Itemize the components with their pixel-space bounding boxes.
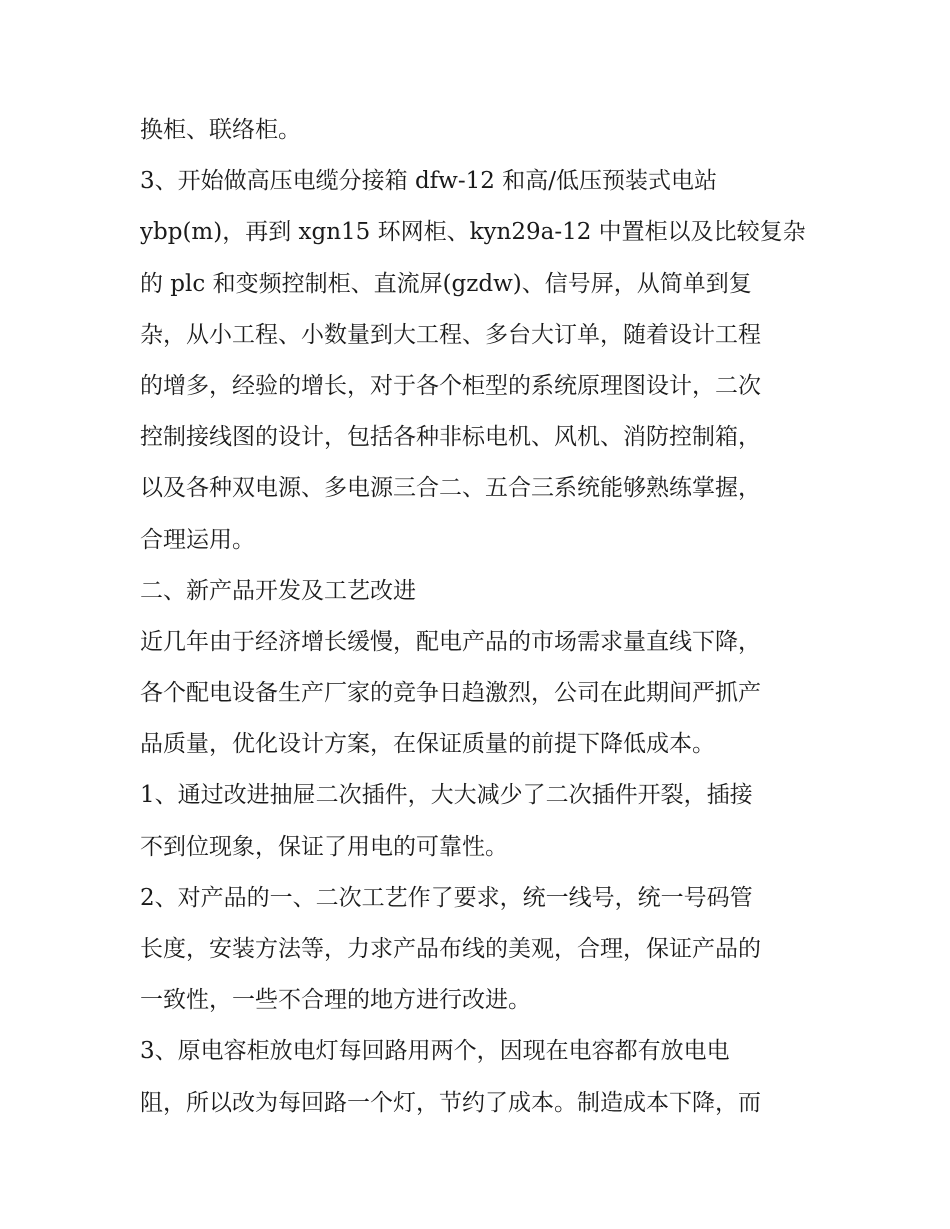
section-heading: 二、新产品开发及工艺改进 xyxy=(140,577,416,604)
text-line-19: 3、原电容柜放电灯每回路用两个，因现在电容都有放电电 xyxy=(140,1038,730,1065)
text-line-2: 3、开始做高压电缆分接箱 dfw-12 和高/低压预装式电站 xyxy=(140,168,717,195)
document-body xyxy=(140,105,820,1129)
text-line-20: 阻，所以改为每回路一个灯，节约了成本。制造成本下降，而 xyxy=(140,1089,761,1116)
text-line-4: 的 plc 和变频控制柜、直流屏(gzdw)、信号屏，从简单到复 xyxy=(140,270,752,297)
text-line-8: 以及各种双电源、多电源三合二、五合三系统能够熟练掌握， xyxy=(140,475,761,502)
text-line-14: 1、通过改进抽屉二次插件，大大减少了二次插件开裂，插接 xyxy=(140,782,753,809)
text-line-3: ybp(m)，再到 xgn15 环网柜、kyn29a-12 中置柜以及比较复杂 xyxy=(140,219,806,246)
text-line-9: 合理运用。 xyxy=(140,526,255,553)
text-line-11: 近几年由于经济增长缓慢，配电产品的市场需求量直线下降， xyxy=(140,628,761,655)
text-line-5: 杂，从小工程、小数量到大工程、多台大订单，随着设计工程 xyxy=(140,321,761,348)
text-line-7: 控制接线图的设计，包括各种非标电机、风机、消防控制箱， xyxy=(140,424,761,451)
text-line-16: 2、对产品的一、二次工艺作了要求，统一线号，统一号码管 xyxy=(140,884,753,911)
text-line-15: 不到位现象，保证了用电的可靠性。 xyxy=(140,833,508,860)
text-line-18: 一致性，一些不合理的地方进行改进。 xyxy=(140,987,531,1014)
text-line-1: 换柜、联络柜。 xyxy=(140,117,301,143)
text-line-6: 的增多，经验的增长，对于各个柜型的系统原理图设计，二次 xyxy=(140,372,761,399)
text-line-12: 各个配电设备生产厂家的竞争日趋激烈，公司在此期间严抓产 xyxy=(140,680,761,707)
text-line-13: 品质量，优化设计方案，在保证质量的前提下降低成本。 xyxy=(140,731,715,758)
text-line-17: 长度，安装方法等，力求产品布线的美观，合理，保证产品的 xyxy=(140,936,761,962)
